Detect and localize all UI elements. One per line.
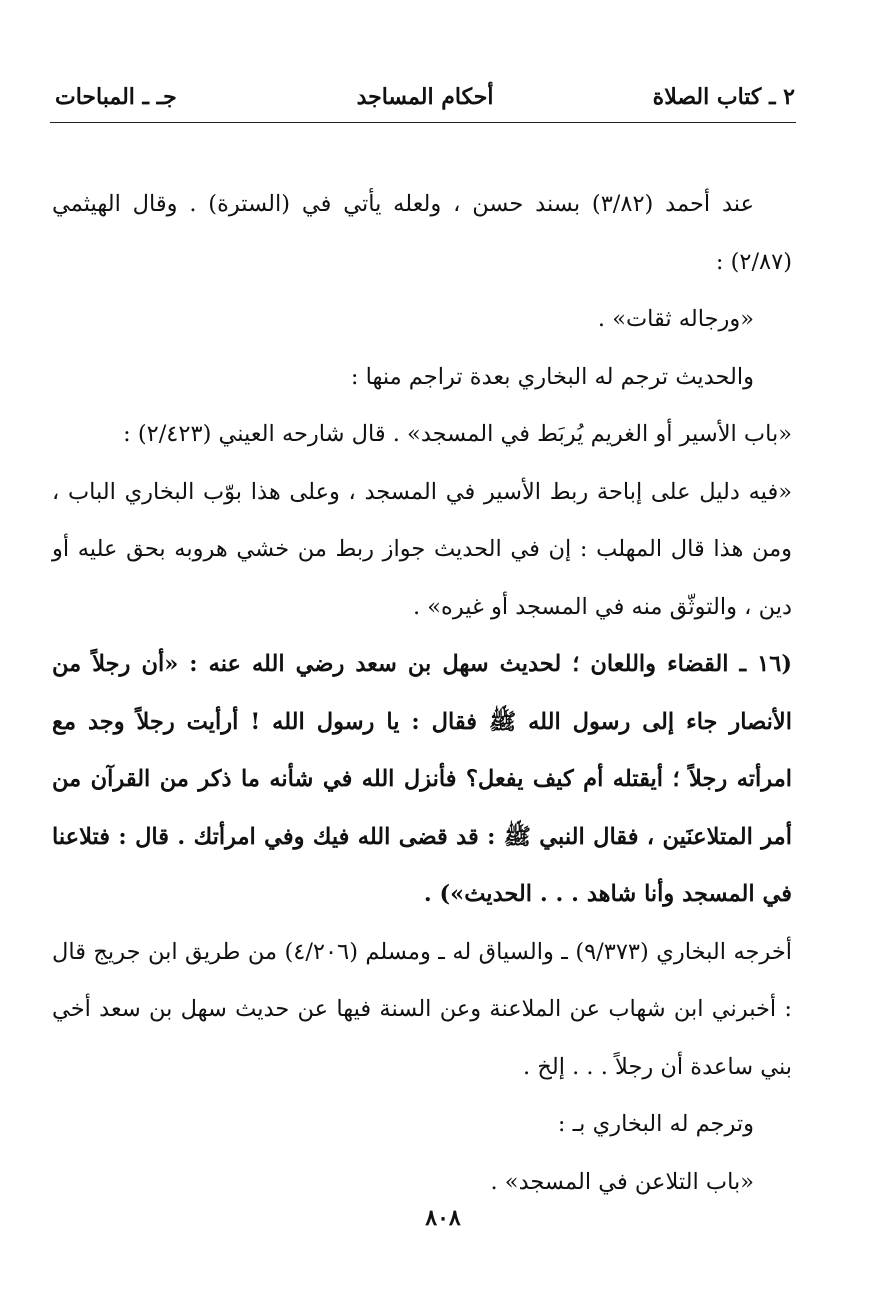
paragraph: أخرجه البخاري (٩/٣٧٣) ـ والسياق له ـ ومسلم (٤/٢٠٦) من طريق ابن جريج قال : أخبرني ابن شهاب عن الملاعنة وعن السنة فيها عن حديث سهل بن سعد أخي بني ساعدة أن رجلاً . . . إلخ . (52, 938, 792, 1080)
quote-paragraph: «فيه دليل على إباحة ربط الأسير في المسجد ، وعلى هذا بوّب البخاري الباب ، ومن هذا قال المهلب : إن في الحديث جواز ربط من خشي هروبه بحق عليه أو دين ، والتوثّق منه في المسجد أو غيره» . (52, 478, 792, 620)
header-chapter-title: أحكام المساجد (356, 84, 494, 110)
header-rule (50, 122, 796, 123)
header-book-title: ٢ ـ كتاب الصلاة (652, 84, 795, 110)
paragraph: عند أحمد (٣/٨٢) بسند حسن ، ولعله يأتي في (السترة) . وقال الهيثمي (٢/٨٧) : (52, 191, 792, 275)
page-number: ٨٠٨ (425, 1205, 461, 1231)
quote-paragraph: «ورجاله ثقات» . (597, 306, 754, 332)
paragraph: وترجم له البخاري بـ : (557, 1111, 754, 1137)
paragraph: والحديث ترجم له البخاري بعدة تراجم منها : (350, 363, 754, 390)
running-header (55, 80, 795, 116)
main-text (52, 176, 792, 1211)
quote-paragraph: «باب التلاعن في المسجد» . (490, 1168, 754, 1195)
matn-paragraph: (١٦ ـ القضاء واللعان ؛ لحديث سهل بن سعد رضي الله عنه : «أن رجلاً من الأنصار جاء إلى رسول الله ﷺ فقال : يا رسول الله ! أرأيت رجلاً وجد مع امرأته رجلاً ؛ أيقتله أم كيف يفعل؟ فأنزل الله في شأنه ما ذكر من القرآن من أمر المتلاعنَين ، فقال النبي ﷺ : قد قضى الله فيك وفي امرأتك . قال : فتلاعنا في المسجد وأنا شاهد . . . الحديث») . (52, 651, 792, 907)
quote-paragraph: «باب الأسير أو الغريم يُربَط في المسجد» . قال شارحه العيني (٢/٤٢٣) : (123, 421, 792, 447)
header-section-title: جـ ـ المباحات (55, 84, 177, 110)
